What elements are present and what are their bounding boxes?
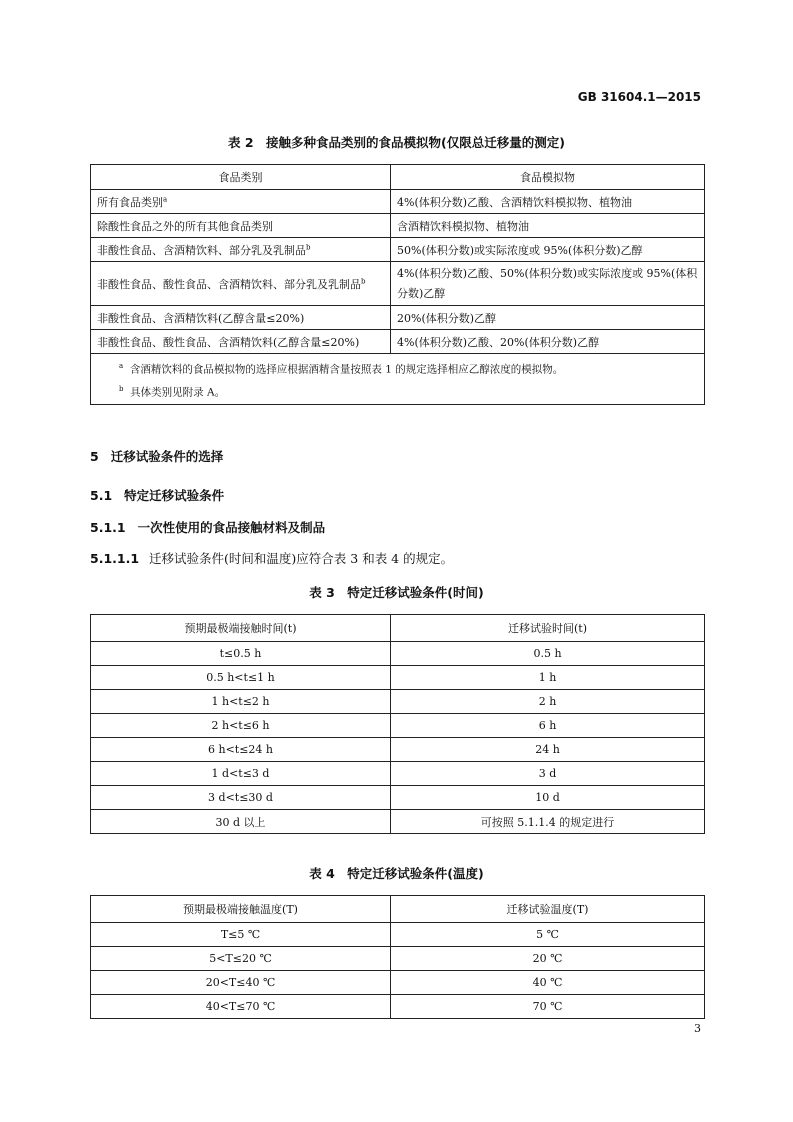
table-cell: 4%(体积分数)乙酸、50%(体积分数)或实际浓度或 95%(体积分数)乙醇 [391,262,705,306]
table4 [90,895,705,1019]
section-title: 迁移试验条件的选择 [110,449,224,464]
paragraph-5-1-1-1 [90,549,453,567]
table2-caption: 表 2 接触多种食品类别的食品模拟物(仅限总迁移量的测定) [228,135,565,150]
page-number: 3 [694,1022,701,1035]
table-row [91,642,705,666]
cell-text: 非酸性食品、酸性食品、含酒精饮料(乙醇含量≤20%) [97,335,360,349]
table-header-cell: 预期最极端接触时间(t) [91,615,391,642]
footnote-mark: b [306,242,311,251]
table-row [91,262,705,306]
table-notes [91,354,705,405]
table-cell: 30 d 以上 [91,810,391,834]
table-cell: 1 h<t≤2 h [91,690,391,714]
table-cell: 0.5 h<t≤1 h [91,666,391,690]
table-cell: 6 h [391,714,705,738]
cell-text: 所有食品类别 [97,195,163,209]
table-cell: 1 d<t≤3 d [91,762,391,786]
table-notes-row [91,354,705,405]
footnote-mark: a [119,361,124,370]
table-cell [91,214,391,238]
footnote-mark: b [361,276,366,285]
table-cell [91,330,391,354]
table-cell: 40<T≤70 ℃ [91,995,391,1019]
table-row [91,762,705,786]
table-cell [91,190,391,214]
table2 [90,164,705,405]
table-header-row [91,896,705,923]
section-heading-5-1 [90,486,224,504]
table-row [91,947,705,971]
table-header-row [91,615,705,642]
section-number: 5.1.1 [90,520,126,535]
table-note [119,356,698,380]
cell-text: 非酸性食品、酸性食品、含酒精饮料、部分乳及乳制品 [97,277,361,291]
table-row [91,306,705,330]
table-cell: 1 h [391,666,705,690]
table-row [91,666,705,690]
note-text: 含酒精饮料的食品模拟物的选择应根据酒精含量按照表 1 的规定选择相应乙醇浓度的模拟物。 [129,363,564,375]
table-row [91,810,705,834]
note-text: 具体类别见附录 A。 [130,386,226,399]
table-row [91,238,705,262]
table-cell: 5<T≤20 ℃ [91,947,391,971]
standard-code: GB 31604.1—2015 [577,90,701,104]
cell-text: 非酸性食品、含酒精饮料、部分乳及乳制品 [97,243,306,257]
table-cell: 6 h<t≤24 h [91,738,391,762]
footnote-mark: b [119,385,124,393]
table-cell: 0.5 h [391,642,705,666]
table-cell: 可按照 5.1.1.4 的规定进行 [391,810,705,834]
section-heading-5-1-1 [90,518,325,536]
table-row [91,214,705,238]
table4-caption: 表 4 特定迁移试验条件(温度) [309,866,484,881]
clause-number: 5.1.1.1 [90,551,140,566]
section-title: 一次性使用的食品接触材料及制品 [137,520,326,535]
cell-text: 除酸性食品之外的所有其他食品类别 [97,219,273,233]
table-cell: 50%(体积分数)或实际浓度或 95%(体积分数)乙醇 [391,238,705,262]
table-cell [91,262,391,306]
table-cell: t≤0.5 h [91,642,391,666]
table-cell: 40 ℃ [391,971,705,995]
paragraph-text: 迁移试验条件(时间和温度)应符合表 3 和表 4 的规定。 [149,551,454,566]
table-cell: 2 h [391,690,705,714]
table-cell: 5 ℃ [391,923,705,947]
table-row [91,923,705,947]
table-row [91,995,705,1019]
table-cell: 20%(体积分数)乙醇 [391,306,705,330]
table-cell: 3 d [391,762,705,786]
table-cell: 3 d<t≤30 d [91,786,391,810]
table-cell: 2 h<t≤6 h [91,714,391,738]
table-cell: 24 h [391,738,705,762]
table-cell: 20<T≤40 ℃ [91,971,391,995]
table-cell: 10 d [391,786,705,810]
table-cell [91,238,391,262]
table3 [90,614,705,834]
table-cell: 20 ℃ [391,947,705,971]
table-header-row [91,165,705,190]
section-number: 5 [90,449,99,464]
table-row [91,330,705,354]
cell-text: 非酸性食品、含酒精饮料(乙醇含量≤20%) [97,311,305,325]
section-heading-5 [90,447,223,465]
section-number: 5.1 [90,488,113,503]
table-row [91,786,705,810]
table-header-cell: 迁移试验时间(t) [391,615,705,642]
table-row [91,971,705,995]
table-row [91,738,705,762]
table-header-cell: 迁移试验温度(T) [391,896,705,923]
table-row [91,714,705,738]
table-header-cell: 食品类别 [91,165,391,190]
table-row [91,190,705,214]
table-header-cell: 预期最极端接触温度(T) [91,896,391,923]
table-header-cell: 食品模拟物 [391,165,705,190]
table3-caption: 表 3 特定迁移试验条件(时间) [309,585,484,600]
table-cell: 70 ℃ [391,995,705,1019]
table-note [119,379,698,403]
table-cell: T≤5 ℃ [91,923,391,947]
table-cell [91,306,391,330]
table-cell: 4%(体积分数)乙酸、20%(体积分数)乙醇 [391,330,705,354]
footnote-mark: a [163,194,168,203]
table-cell: 4%(体积分数)乙酸、含酒精饮料模拟物、植物油 [391,190,705,214]
table-row [91,690,705,714]
table-cell: 含酒精饮料模拟物、植物油 [391,214,705,238]
section-title: 特定迁移试验条件 [124,488,225,503]
